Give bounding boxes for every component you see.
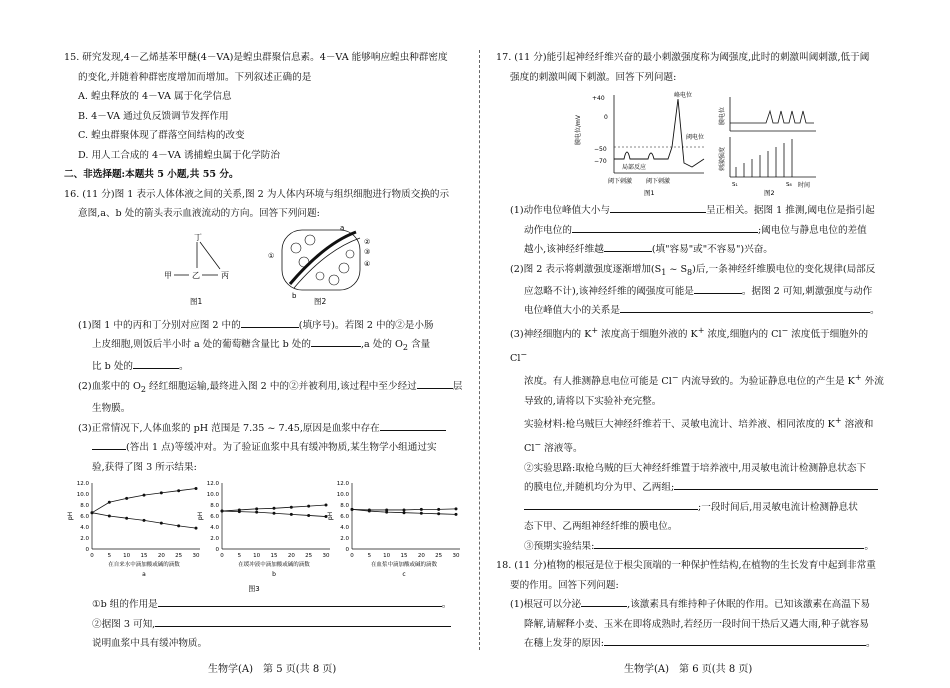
fig3-c-ylabel: pH: [327, 512, 334, 521]
fig3-b-ytick: 12.0: [206, 481, 219, 488]
fig3-c-ytick: 12.0: [336, 481, 349, 488]
fig2-s8: S₈: [786, 182, 792, 188]
fig1-threshold: 阈电位: [686, 134, 705, 141]
fig3-b-data-point: [255, 508, 258, 511]
fig3-a-xtick: 20: [157, 553, 165, 560]
fig3-a-ytick: 8.0: [80, 503, 89, 510]
q16-part2-line2: 生物膜。: [92, 403, 131, 415]
fig3-c-xtick: 25: [435, 553, 443, 560]
fig3-a-ytick: 6.0: [80, 514, 89, 521]
fig3-c-ytick: 6.0: [340, 514, 349, 521]
fig3-a-series-line: [92, 489, 196, 513]
q17-answer-blank-4[interactable]: [694, 282, 742, 294]
fig3-c-ytick: 10.0: [336, 492, 349, 499]
fig3-c-data-point: [403, 509, 406, 512]
fig1-tick-50: −50: [594, 146, 607, 153]
q15-option-b: B. 4－VA 通过负反馈调节发挥作用: [78, 110, 229, 122]
q15-option-d: D. 用人工合成的 4－VA 诱捕蝗虫属于化学防治: [78, 149, 280, 161]
q17-expected: ③预期实验结果: 。: [496, 537, 888, 557]
fig3-charts: [64, 477, 464, 595]
fig3-b-data-point: [238, 510, 241, 513]
column-divider: [479, 50, 480, 650]
q18-stem-2: 要的作用。回答下列问题:: [510, 579, 619, 591]
q18-stem: 18. (11 分)植物的根冠是位于根尖顶端的一种保护性结构,在植物的生长发育中起到非常重: [496, 560, 876, 572]
q17-fig1: [574, 91, 704, 197]
fig3-a-data-point: [125, 517, 128, 520]
fig3-b-data-point: [255, 511, 258, 514]
fig3-c-data-point: [437, 508, 440, 511]
fig3-b-data-point: [221, 510, 224, 513]
fig3-c-xtick: 20: [417, 553, 425, 560]
q16-part1: (1)图 1 中的丙和丁分别对应图 2 中的 (填序号)。若图 2 中的②是小肠: [64, 316, 464, 336]
q17-part1: (1)动作电位峰值大小与 呈正相关。据图 1 推测,阈电位是指引起: [496, 201, 888, 221]
q16-part3-line3: 验,获得了图 3 所示结果:: [92, 461, 197, 473]
fig3-b-data-point: [325, 504, 328, 507]
fig3-c-ytick: 2.0: [340, 536, 349, 543]
fig3-c-data-point: [420, 512, 423, 515]
fig2-label-b: b: [292, 291, 297, 300]
section-heading: 二、非选择题:本题共 5 小题,共 55 分。: [64, 169, 239, 180]
fig2-caption: 图2: [314, 296, 327, 306]
q16-stem-2: 意图,a、b 处的箭头表示血液流动的方向。回答下列问题:: [78, 208, 320, 219]
fig1-tick-70: −70: [594, 158, 607, 165]
q16-answer-blank-6[interactable]: [92, 438, 126, 450]
q16-part1-line3: 比 b 处的 。: [64, 357, 464, 377]
q17-part3: (3)神经细胞内的 K+ 浓度高于细胞外液的 K+ 浓度,细胞内的 Cl− 浓度低于细胞外的 Cl−: [510, 325, 869, 364]
fig2-caption: 图2: [764, 189, 775, 197]
fig3-a-ytick: 10.0: [76, 492, 89, 499]
q16-answer-blank-2[interactable]: [311, 335, 361, 347]
fig3-c-xtick: 5: [367, 553, 372, 560]
q16-figures: [64, 224, 464, 316]
fig3-c-data-point: [368, 510, 371, 513]
fig3-b-data-point: [290, 513, 293, 516]
fig3-a-ytick: 2.0: [80, 536, 89, 543]
q17-stem: 17. (11 分)能引起神经纤维兴奋的最小刺激强度称为阈强度,此时的刺激叫阈刺激,低于阈: [496, 52, 870, 63]
fig2-label-2: ②: [364, 237, 371, 246]
fig3-c-data-point: [455, 508, 458, 511]
fig3-a-data-point: [160, 522, 163, 525]
fig1-local: 局部反应: [622, 164, 647, 171]
fig3-a-data-point: [108, 501, 111, 504]
fig2-time: 时间: [798, 182, 811, 189]
q18-part1-line2: 降解,请解释小麦、玉米在即将成熟时,若经历一段时间干热后又遇大雨,种子就容易: [524, 618, 869, 630]
q17-figures: [496, 87, 888, 201]
q17-part1-line3: 越小,该神经纤维越 (填"容易"或"不容易")兴奋。: [496, 240, 888, 260]
q17-idea: ②实验思路:取枪乌贼的巨大神经纤维置于培养液中,用灵敏电流计检测静息状态下: [524, 462, 867, 474]
q16-part1-line2: 上皮细胞,则饭后半小时 a 处的葡萄糖含量比 b 处的 ,a 处的 $O_2$ 含量: [64, 335, 464, 357]
fig3-a-data-point: [108, 515, 111, 518]
q17-materials: 实验材料:枪乌贼巨大神经纤维若干、灵敏电流计、培养液、相同浓度的 K+ 溶液和: [524, 416, 874, 431]
fig1-diagram: [164, 233, 229, 306]
q17-part1-line2: 动作电位的 ;阈电位与静息电位的差值: [496, 221, 888, 241]
fig3-b-ytick: 10.0: [206, 492, 219, 499]
fig3-b-data-point: [307, 505, 310, 508]
fig3-b-title: b: [272, 571, 276, 579]
fig1-peak: 峰电位: [674, 92, 693, 99]
q18-answer-blank-2[interactable]: [604, 634, 866, 646]
fig3-container: [64, 477, 464, 595]
page-footer-left: 生物学(A) 第 5 页(共 8 页): [208, 664, 337, 675]
fig3-c-xtick: 30: [452, 553, 460, 560]
fig3-b-xtick: 25: [305, 553, 313, 560]
q16-part3-line2: (答出 1 点)等缓冲对。为了验证血浆中具有缓冲物质,某生物学小组通过实: [64, 438, 464, 458]
fig3-b-ylabel: pH: [197, 512, 204, 521]
fig3-c-title: c: [402, 571, 406, 579]
fig3-a-ytick: 12.0: [76, 481, 89, 488]
right-column: [496, 48, 888, 654]
fig3-b-data-point: [307, 514, 310, 517]
q17-idea-line3: ;一段时间后,用灵敏电流计检测静息状: [496, 498, 888, 518]
fig3-a-xlabel: 在自来水中滴加酸或碱的滴数: [108, 562, 180, 569]
q18-part1: (1)根冠可以分泌 ,该激素具有维持种子休眠的作用。已知该激素在高温下易: [496, 595, 888, 615]
fig3-c-data-point: [437, 513, 440, 516]
q17-idea-line4: 态下甲、乙两组神经纤维的膜电位。: [524, 521, 678, 533]
fig3-a-xtick: 10: [123, 553, 131, 560]
fig3-c-ytick: 4.0: [340, 525, 349, 532]
fig3-a-ylabel: pH: [67, 512, 74, 521]
q16-sub3: 说明血浆中具有缓冲物质。: [92, 638, 208, 650]
fig1-stim-2: 阈下刺激: [646, 178, 671, 185]
fig3-b-xtick: 30: [322, 553, 330, 560]
q17-answer-blank-3[interactable]: [604, 240, 652, 252]
fig3-a-xtick: 5: [107, 553, 112, 560]
fig3-a-xtick: 25: [175, 553, 183, 560]
fig3-c-data-point: [455, 513, 458, 516]
q18-answer-blank-1[interactable]: [581, 595, 627, 607]
q17-answer-blank-1[interactable]: [610, 201, 706, 213]
left-column: [64, 48, 464, 654]
q15-stem-2: 的变化,并随着种群密度增加而增加。下列叙述正确的是: [78, 71, 312, 83]
fig3-c-xtick: 0: [350, 553, 354, 560]
q17-idea-line2: 的膜电位,并随机均分为甲、乙两组;: [496, 478, 888, 498]
q16-figure-svg: [64, 224, 464, 316]
q17-part2: (2)图 2 表示将刺激强度逐渐增加($S_1$ ~ $S_8$)后,一条神经纤维膜电位的变化规律(局部反: [510, 263, 876, 277]
fig1-caption: 图1: [644, 189, 655, 197]
fig3-a-data-point: [125, 497, 128, 500]
fig1-bing: 丙: [221, 270, 229, 280]
q16-part3: (3)正常情况下,人体血浆的 pH 范围是 7.35 ~ 7.45,原因是血浆中存在: [64, 419, 464, 439]
fig3-c-xtick: 10: [383, 553, 391, 560]
fig1-caption: 图1: [190, 296, 203, 306]
q17-answer-blank-7[interactable]: [524, 498, 698, 510]
fig3-a-xtick: 15: [140, 553, 148, 560]
fig3-c-data-point: [351, 508, 354, 511]
fig1-tick-0: 0: [604, 114, 608, 121]
q15-option-c: C. 蝗虫群聚体现了群落空间结构的改变: [78, 130, 245, 141]
fig1-jia: 甲: [164, 270, 172, 280]
fig2-membrane-label: 膜电位: [719, 106, 726, 125]
fig1-ding: 丁: [194, 232, 202, 242]
q16-sub1: ①b 组的作用是 。: [64, 595, 464, 615]
fig3-a-data-point: [143, 494, 146, 497]
q16-answer-blank-4[interactable]: [417, 377, 453, 389]
fig3-c-data-point: [420, 508, 423, 511]
q17-stem-2: 强度的刺激叫阈下刺激。回答下列问题:: [510, 71, 677, 83]
fig3-b-ytick: 8.0: [210, 503, 219, 510]
q16-part2: (2)血浆中的 $O_2$ 经红细胞运输,最终进入图 2 中的②并被利用,该过程中至少经过 层: [64, 377, 464, 399]
q16-stem: 16. (11 分)图 1 表示人体体液之间的关系,图 2 为人体内环境与组织细胞进行物质交换的示: [64, 188, 450, 200]
fig2-label-3: ③: [364, 247, 371, 256]
q16-answer-blank-5[interactable]: [380, 419, 446, 431]
q17-answer-blank-2[interactable]: [572, 221, 758, 233]
fig3-b-ytick: 2.0: [210, 536, 219, 543]
page-footer-right: 生物学(A) 第 6 页(共 8 页): [624, 664, 753, 675]
q15-option-a: A. 蝗虫释放的 4－VA 属于化学信息: [78, 91, 232, 102]
fig1-yi: 乙: [192, 270, 200, 280]
fig2-label-4: ④: [364, 259, 371, 268]
fig3-a-ytick: 4.0: [80, 525, 89, 532]
q16-answer-blank-7[interactable]: [158, 595, 442, 607]
fig2-diagram: [268, 224, 370, 306]
fig3-b-data-point: [290, 506, 293, 509]
q18-part1-line3: 在穗上发芽的原因: 。: [496, 634, 888, 654]
fig3-a-title: a: [142, 571, 146, 579]
fig3-b-ytick: 4.0: [210, 525, 219, 532]
fig3-c-data-point: [403, 512, 406, 515]
q17-answer-blank-8[interactable]: [594, 537, 864, 549]
q17-answer-blank-6[interactable]: [674, 478, 878, 490]
q17-part2-line3: 电位峰值大小的关系是 。: [496, 301, 888, 321]
fig3-a-data-point: [177, 525, 180, 528]
fig3-c-data-point: [385, 511, 388, 514]
q17-part3-line3: 导致的,请将以下实验补充完整。: [524, 395, 662, 407]
fig2-label-1: ①: [268, 251, 275, 260]
fig3-b-ytick: 6.0: [210, 514, 219, 521]
fig3-b-xtick: 15: [270, 553, 278, 560]
q17-materials-line2: Cl− 溶液等。: [524, 440, 583, 455]
fig1-ylabel: 膜电位/mV: [575, 115, 582, 145]
fig1-tick-40: +40: [592, 95, 605, 102]
fig3-a-data-point: [143, 519, 146, 522]
fig3-a-data-point: [160, 492, 163, 495]
fig3-c-xtick: 15: [400, 553, 408, 560]
fig3-a-data-point: [91, 512, 94, 515]
fig3-a-ytick: 0: [85, 547, 89, 554]
fig3-b-xlabel: 在缓冲液中滴加酸或碱的滴数: [238, 562, 310, 569]
fig3-c-xlabel: 在血浆中滴加酸或碱的滴数: [370, 562, 438, 569]
fig2-label-a: a: [340, 223, 345, 232]
q17-part3-line2: 浓度。有人推测静息电位可能是 Cl− 内流导致的。为验证静息电位的产生是 K+ 外流: [524, 373, 884, 388]
q15-stem: 15. 研究发现,4－乙烯基苯甲醚(4－VA)是蝗虫群聚信息素。4－VA 能够响应蝗虫种群密度: [64, 52, 448, 63]
fig3-b-xtick: 0: [220, 553, 224, 560]
fig3-b-xtick: 20: [287, 553, 295, 560]
q17-figure-svg: [496, 87, 888, 201]
fig3-b-data-point: [273, 507, 276, 510]
fig3-b-ytick: 0: [215, 547, 219, 554]
fig3-a-data-point: [195, 487, 198, 490]
q17-fig2: [718, 97, 816, 197]
q16-sub2: ②据图 3 可知,: [64, 615, 464, 635]
fig3-a-data-point: [177, 490, 180, 493]
q17-part2-line2: 应忽略不计),该神经纤维的阈强度可能是 。据图 2 可知,刺激强度与动作: [496, 282, 888, 302]
fig3-b-xtick: 10: [253, 553, 261, 560]
fig3-c-ytick: 0: [345, 547, 349, 554]
fig3-b-xtick: 5: [237, 553, 242, 560]
fig3-a-xtick: 0: [90, 553, 94, 560]
q17-answer-blank-5[interactable]: [620, 301, 870, 313]
q16-answer-blank-1[interactable]: [241, 316, 299, 328]
fig3-b-data-point: [273, 512, 276, 515]
q16-answer-blank-8[interactable]: [155, 615, 451, 627]
q16-answer-blank-3[interactable]: [133, 357, 179, 369]
fig3-caption: 图3: [248, 585, 260, 594]
fig2-s1: S₁: [732, 182, 738, 188]
fig3-c-ytick: 8.0: [340, 503, 349, 510]
fig2-stim-label: 刺激强度: [719, 146, 726, 171]
fig3-a-data-point: [195, 527, 198, 530]
fig3-a-xtick: 30: [192, 553, 200, 560]
fig1-stim-1: 阈下刺激: [608, 178, 633, 185]
